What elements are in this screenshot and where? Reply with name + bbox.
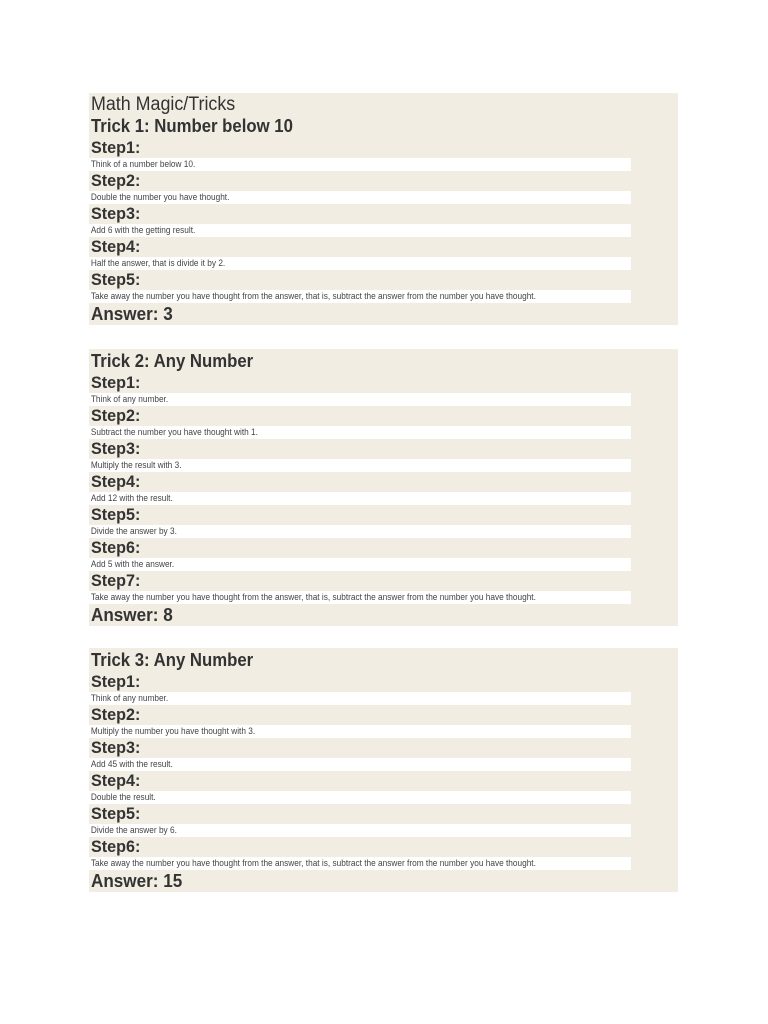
trick-2-section bbox=[89, 349, 678, 626]
step-item bbox=[89, 804, 678, 837]
step-label: Step6: bbox=[91, 837, 141, 856]
step-item bbox=[89, 171, 678, 204]
step-label: Step6: bbox=[91, 538, 141, 557]
step-text: Take away the number you have thought from the answer, that is, subtract the answer from the number you have thought. bbox=[89, 290, 631, 303]
step-item bbox=[89, 538, 678, 571]
step-text: Divide the answer by 6. bbox=[89, 824, 631, 837]
step-text: Double the number you have thought. bbox=[89, 191, 631, 204]
step-text: Think of any number. bbox=[89, 393, 631, 406]
step-text: Add 5 with the answer. bbox=[89, 558, 631, 571]
step-label: Step5: bbox=[91, 804, 141, 823]
step-text: Add 45 with the result. bbox=[89, 758, 631, 771]
answer-text: Answer: 8 bbox=[91, 605, 173, 625]
trick-1-heading bbox=[89, 93, 678, 138]
step-item bbox=[89, 705, 678, 738]
step-item bbox=[89, 771, 678, 804]
step-label: Step4: bbox=[91, 237, 141, 256]
step-item bbox=[89, 406, 678, 439]
step-item bbox=[89, 373, 678, 406]
step-label: Step3: bbox=[91, 738, 141, 757]
step-item bbox=[89, 270, 678, 303]
trick-title: Trick 3: Any Number bbox=[91, 650, 254, 670]
step-label: Step7: bbox=[91, 571, 141, 590]
answer-line bbox=[89, 604, 678, 626]
answer-line bbox=[89, 303, 678, 325]
step-item bbox=[89, 571, 678, 604]
step-label: Step3: bbox=[91, 204, 141, 223]
step-item bbox=[89, 672, 678, 705]
trick-title: Trick 2: Any Number bbox=[91, 351, 254, 371]
step-text: Multiply the result with 3. bbox=[89, 459, 631, 472]
trick-2-heading bbox=[89, 349, 678, 373]
document-title: Math Magic/Tricks bbox=[91, 94, 236, 115]
step-label: Step4: bbox=[91, 771, 141, 790]
answer-text: Answer: 3 bbox=[91, 304, 173, 324]
step-label: Step1: bbox=[91, 672, 141, 691]
step-text: Take away the number you have thought from the answer, that is, subtract the answer from the number you have thought. bbox=[89, 857, 631, 870]
trick-3-section bbox=[89, 648, 678, 892]
step-label: Step3: bbox=[91, 439, 141, 458]
step-label: Step1: bbox=[91, 373, 141, 392]
step-item bbox=[89, 237, 678, 270]
step-item bbox=[89, 138, 678, 171]
step-text: Add 12 with the result. bbox=[89, 492, 631, 505]
step-text: Double the result. bbox=[89, 791, 631, 804]
step-text: Divide the answer by 3. bbox=[89, 525, 631, 538]
step-label: Step2: bbox=[91, 406, 141, 425]
step-label: Step4: bbox=[91, 472, 141, 491]
step-text: Take away the number you have thought from the answer, that is, subtract the answer from the number you have thought. bbox=[89, 591, 631, 604]
answer-line bbox=[89, 870, 678, 892]
step-text: Think of any number. bbox=[89, 692, 631, 705]
step-item bbox=[89, 837, 678, 870]
trick-3-heading bbox=[89, 648, 678, 672]
trick-1-section bbox=[89, 93, 678, 325]
step-item bbox=[89, 738, 678, 771]
step-item bbox=[89, 439, 678, 472]
step-item bbox=[89, 505, 678, 538]
step-label: Step2: bbox=[91, 171, 141, 190]
step-item bbox=[89, 204, 678, 237]
step-label: Step5: bbox=[91, 505, 141, 524]
step-text: Subtract the number you have thought with 1. bbox=[89, 426, 631, 439]
step-text: Think of a number below 10. bbox=[89, 158, 631, 171]
step-text: Multiply the number you have thought with 3. bbox=[89, 725, 631, 738]
step-label: Step2: bbox=[91, 705, 141, 724]
step-text: Add 6 with the getting result. bbox=[89, 224, 631, 237]
step-label: Step5: bbox=[91, 270, 141, 289]
step-text: Half the answer, that is divide it by 2. bbox=[89, 257, 631, 270]
step-item bbox=[89, 472, 678, 505]
answer-text: Answer: 15 bbox=[91, 871, 183, 891]
step-label: Step1: bbox=[91, 138, 141, 157]
trick-title: Trick 1: Number below 10 bbox=[91, 116, 293, 136]
